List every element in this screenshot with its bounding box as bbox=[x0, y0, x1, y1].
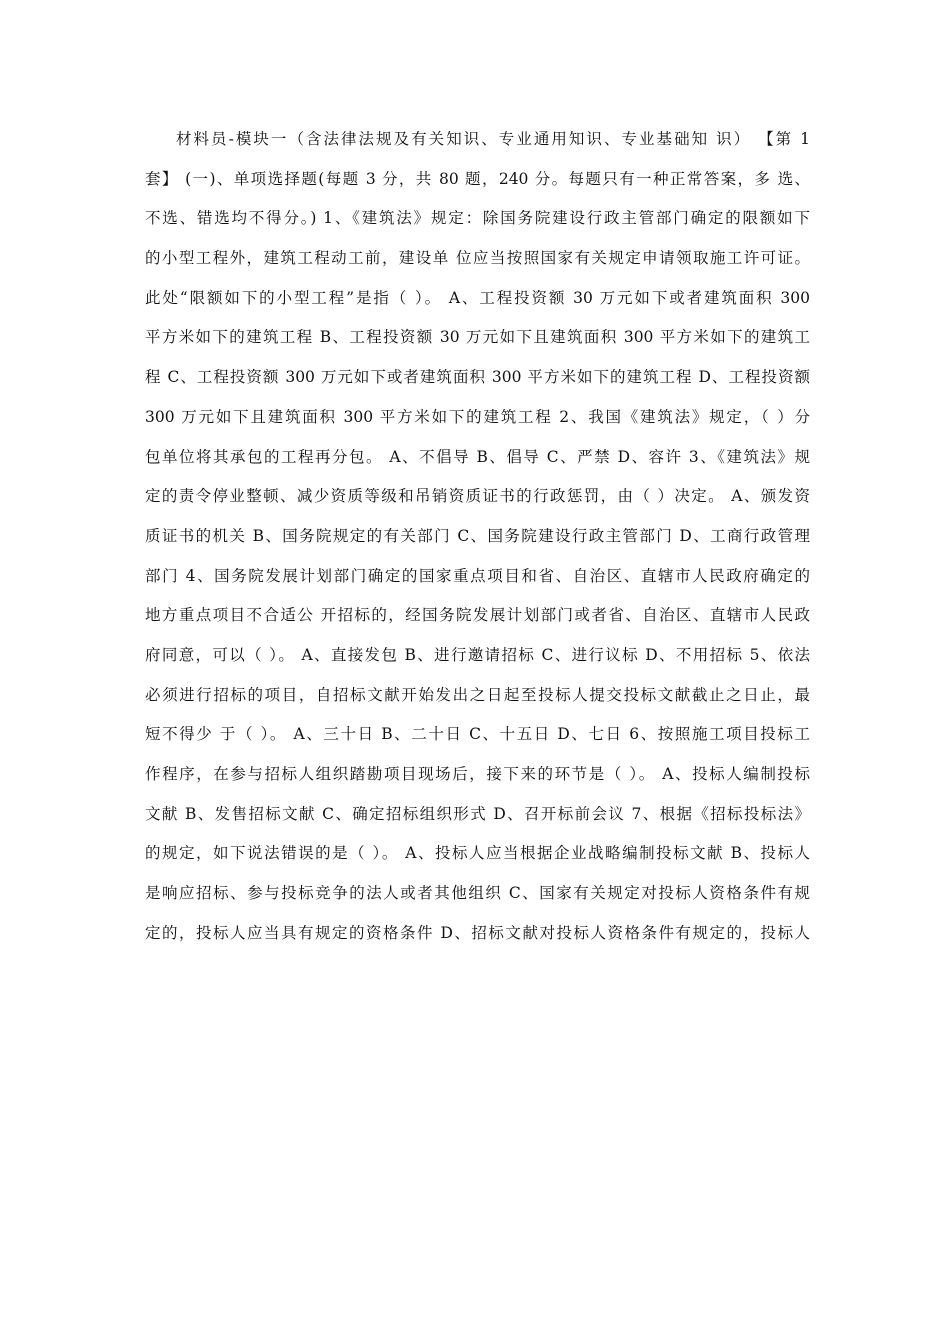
text-line: 质证书的机关 B、国务院规定的有关部门 C、国务院建设行政主管部门 D、工商行政管理 bbox=[145, 526, 810, 545]
text-line: 不选、错选均不得分。) 1、《建筑法》规定：除国务院建设行政主管部门确定的限额如下 bbox=[145, 209, 810, 228]
text-line: 的规定，如下说法错误的是（ ）。 A、投标人应当根据企业战略编制投标文献 B、投标人 bbox=[145, 844, 810, 863]
text-line: 300 万元如下且建筑面积 300 平方米如下的建筑工程 2、我国《建筑法》规定，（ ）分 bbox=[145, 407, 810, 426]
text-line: 短不得少 于（ ）。 A、三十日 B、二十日 C、十五日 D、七日 6、按照施工项目投标工 bbox=[145, 725, 810, 744]
text-line: 府同意，可以（ ）。 A、直接发包 B、进行邀请招标 C、进行议标 D、不用招标 5、依法 bbox=[145, 645, 810, 664]
text-line: 定的责令停业整顿、减少资质等级和吊销资质证书的行政惩罚，由（ ）决定。 A、颁发资 bbox=[145, 487, 810, 506]
text-line: 的小型工程外，建筑工程动工前，建设单 位应当按照国家有关规定申请领取施工许可证。 bbox=[145, 249, 810, 268]
text-line: 包单位将其承包的工程再分包。 A、不倡导 B、倡导 C、严禁 D、容许 3、《建筑法》规 bbox=[145, 447, 810, 466]
text-line: 材料员-模块一（含法律法规及有关知识、专业通用知识、专业基础知 识） 【第 1 bbox=[176, 130, 810, 148]
text-line: 平方米如下的建筑工程 B、工程投资额 30 万元如下且建筑面积 300 平方米如下的建筑工 bbox=[145, 328, 810, 347]
text-line: 定的，投标人应当具有规定的资格条件 D、招标文献对投标人资格条件有规定的，投标人 bbox=[145, 923, 810, 942]
text-line: 必须进行招标的项目，自招标文献开始发出之日起至投标人提交投标文献截止之日止，最 bbox=[145, 685, 810, 704]
text-line: 地方重点项目不合适公 开招标的，经国务院发展计划部门或者省、自治区、直辖市人民政 bbox=[145, 606, 810, 625]
text-line: 程 C、工程投资额 300 万元如下或者建筑面积 300 平方米如下的建筑工程 D、工程投资额 bbox=[145, 368, 810, 387]
text-line: 此处“限额如下的小型工程”是指（ ）。 A、工程投资额 30 万元如下或者建筑面积 300 bbox=[145, 288, 810, 307]
text-line: 作程序，在参与招标人组织踏勘项目现场后，接下来的环节是（ ）。 A、投标人编制投标 bbox=[145, 765, 810, 783]
text-line: 套】 (一)、单项选择题(每题 3 分，共 80 题，240 分。每题只有一种正常答案，多 选、 bbox=[145, 169, 810, 188]
document-body bbox=[145, 124, 810, 957]
text-line: 部门 4、国务院发展计划部门确定的国家重点项目和省、自治区、直辖市人民政府确定的 bbox=[145, 566, 810, 585]
text-line: 是响应招标、参与投标竞争的法人或者其他组织 C、国家有关规定对投标人资格条件有规 bbox=[145, 884, 810, 903]
text-line: 文献 B、发售招标文献 C、确定招标组织形式 D、召开标前会议 7、根据《招标投标法》 bbox=[145, 804, 810, 823]
